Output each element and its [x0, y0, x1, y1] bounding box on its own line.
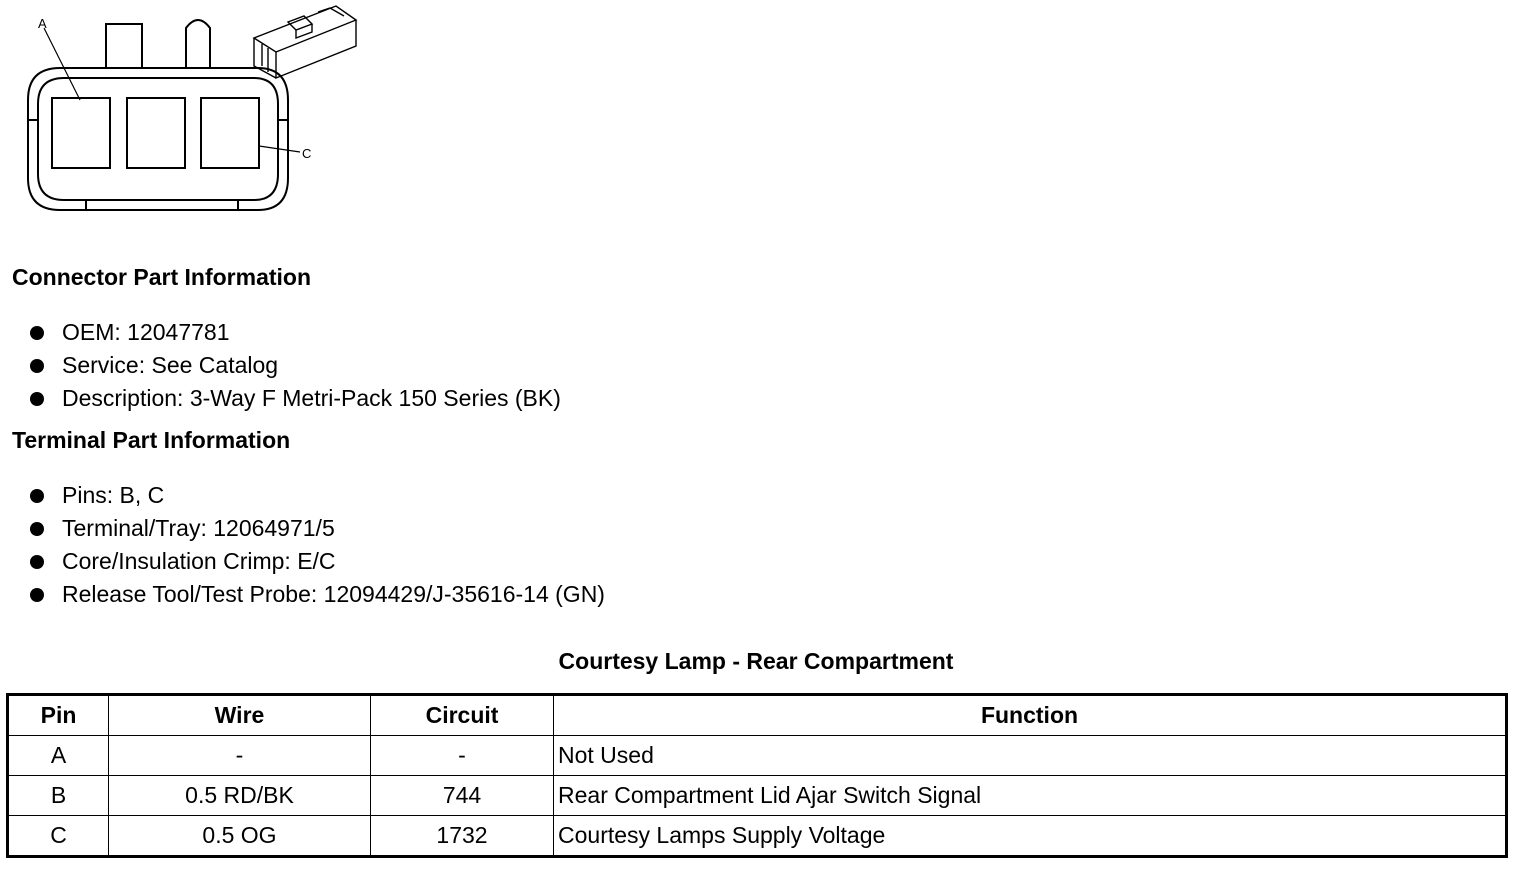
list-item: [0, 545, 605, 578]
bullet-icon: [30, 555, 44, 569]
description-text: Description: 3-Way F Metri-Pack 150 Series (BK): [62, 385, 561, 411]
cell-circuit: 744: [371, 776, 554, 816]
list-item: [0, 382, 561, 415]
terminal-info-list: [0, 479, 605, 611]
cell-function: Rear Compartment Lid Ajar Switch Signal: [554, 776, 1507, 816]
list-item: [0, 512, 605, 545]
cell-circuit: 1732: [371, 816, 554, 857]
cell-pin: B: [8, 776, 109, 816]
table-header-row: [8, 695, 1507, 736]
bullet-icon: [30, 392, 44, 406]
pin-label-a: A: [38, 16, 47, 31]
crimp-text: Core/Insulation Crimp: E/C: [62, 548, 336, 574]
cell-wire: -: [109, 736, 371, 776]
bullet-icon: [30, 326, 44, 340]
bullet-icon: [30, 522, 44, 536]
table-title: Courtesy Lamp - Rear Compartment: [558, 648, 954, 674]
connector-section-title: Connector Part Information: [12, 264, 312, 290]
connector-isometric-icon: [254, 6, 356, 78]
terminal-tray-text: Terminal/Tray: 12064971/5: [62, 515, 335, 541]
header-wire: Wire: [109, 695, 371, 736]
table-row: [8, 736, 1507, 776]
release-tool-text: Release Tool/Test Probe: 12094429/J-35616-14 (GN): [62, 581, 605, 607]
connector-tab-left: [106, 24, 142, 68]
pinout-table: [6, 693, 1508, 858]
bullet-icon: [30, 588, 44, 602]
cell-pin: A: [8, 736, 109, 776]
service-text: Service: See Catalog: [62, 352, 279, 378]
header-pin: Pin: [8, 695, 109, 736]
list-item: [0, 578, 605, 611]
cell-circuit: -: [371, 736, 554, 776]
connector-diagram: [0, 0, 380, 230]
pins-text: Pins: B, C: [62, 482, 165, 508]
cell-pin: C: [8, 816, 109, 857]
pin-label-c: C: [302, 146, 312, 161]
connector-housing-outer: [28, 68, 288, 210]
cell-function: Not Used: [554, 736, 1507, 776]
bullet-icon: [30, 489, 44, 503]
oem-text: OEM: 12047781: [62, 319, 230, 345]
cell-function: Courtesy Lamps Supply Voltage: [554, 816, 1507, 857]
connector-info-list: [0, 316, 561, 415]
terminal-section-title: Terminal Part Information: [12, 427, 291, 453]
list-item: [0, 316, 561, 349]
list-item: [0, 479, 605, 512]
table-row: [8, 776, 1507, 816]
header-function: Function: [554, 695, 1507, 736]
list-item: [0, 349, 561, 382]
table-row: [8, 816, 1507, 857]
header-circuit: Circuit: [371, 695, 554, 736]
bullet-icon: [30, 359, 44, 373]
cell-wire: 0.5 RD/BK: [109, 776, 371, 816]
cell-wire: 0.5 OG: [109, 816, 371, 857]
